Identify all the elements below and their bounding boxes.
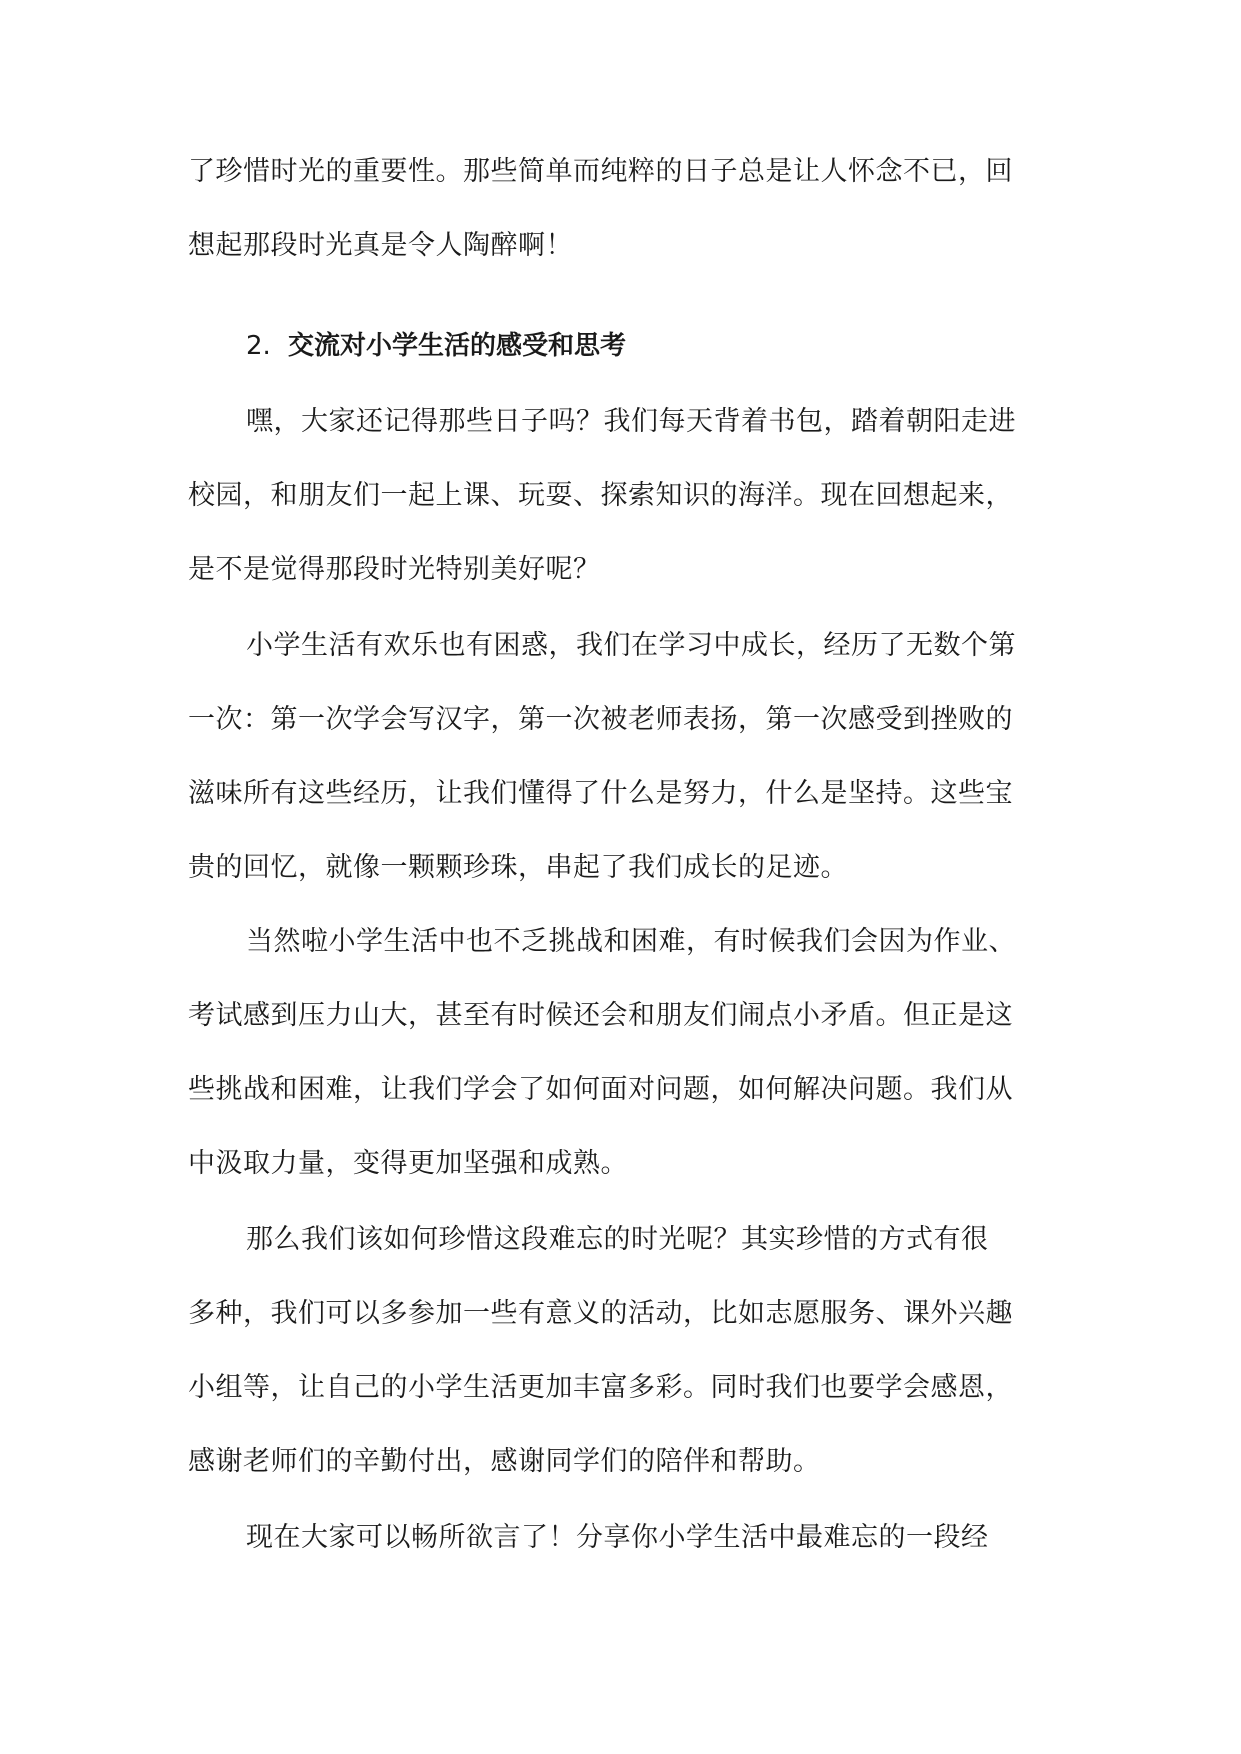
text-line: 些挑战和困难，让我们学会了如何面对问题，如何解决问题。我们从 xyxy=(188,1074,1013,1105)
text-line: 校园，和朋友们一起上课、玩耍、探索知识的海洋。现在回想起来， xyxy=(188,480,1013,511)
text-line: 感谢老师们的辛勤付出，感谢同学们的陪伴和帮助。 xyxy=(188,1446,821,1477)
text-line: 那么我们该如何珍惜这段难忘的时光呢？其实珍惜的方式有很 xyxy=(246,1224,989,1255)
section-title: 交流对小学生活的感受和思考 xyxy=(288,331,627,361)
text-line: 小组等，让自己的小学生活更加丰富多彩。同时我们也要学会感恩， xyxy=(188,1372,1013,1403)
text-line: 滋味所有这些经历，让我们懂得了什么是努力，什么是坚持。这些宝 xyxy=(188,778,1013,809)
text-line: 贵的回忆，就像一颗颗珍珠，串起了我们成长的足迹。 xyxy=(188,852,848,883)
text-line: 当然啦小学生活中也不乏挑战和困难，有时候我们会因为作业、 xyxy=(246,926,1016,957)
section-heading xyxy=(246,326,626,366)
text-line: 小学生活有欢乐也有困惑，我们在学习中成长，经历了无数个第 xyxy=(246,630,1016,661)
text-line: 了珍惜时光的重要性。那些简单而纯粹的日子总是让人怀念不已，回 xyxy=(188,156,1013,187)
text-line: 是不是觉得那段时光特别美好呢？ xyxy=(188,554,601,585)
text-line: 考试感到压力山大，甚至有时候还会和朋友们闹点小矛盾。但正是这 xyxy=(188,1000,1013,1031)
text-line: 现在大家可以畅所欲言了！分享你小学生活中最难忘的一段经 xyxy=(246,1522,989,1553)
text-line: 中汲取力量，变得更加坚强和成熟。 xyxy=(188,1148,628,1179)
text-line: 嘿，大家还记得那些日子吗？我们每天背着书包，踏着朝阳走进 xyxy=(246,406,1016,437)
text-line: 多种，我们可以多参加一些有意义的活动，比如志愿服务、课外兴趣 xyxy=(188,1298,1013,1329)
text-line: 想起那段时光真是令人陶醉啊！ xyxy=(188,230,573,261)
section-number: 2. xyxy=(246,331,271,361)
text-line: 一次：第一次学会写汉字，第一次被老师表扬，第一次感受到挫败的 xyxy=(188,704,1013,735)
